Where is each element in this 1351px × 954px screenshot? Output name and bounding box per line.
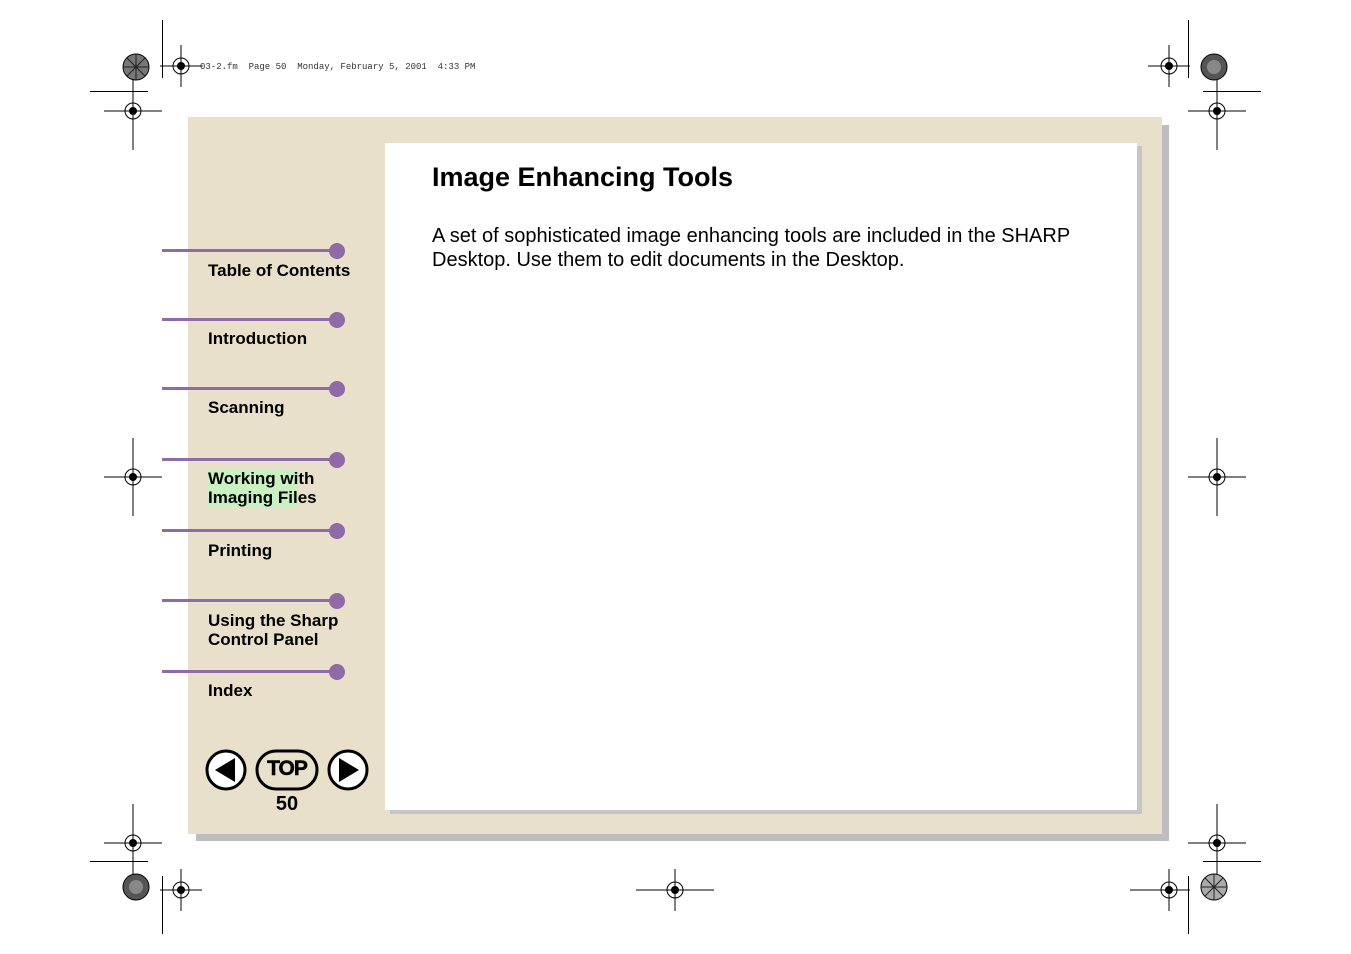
page-number: 50 — [275, 793, 299, 815]
nav-dot-icon — [329, 243, 345, 259]
nav-line — [162, 458, 338, 461]
sidebar-item-working-with-imaging-files[interactable] — [162, 452, 362, 512]
registration-mark-icon — [104, 72, 162, 150]
calibration-circle-icon — [122, 873, 150, 901]
registration-mark-icon — [1188, 438, 1246, 516]
nav-line — [162, 387, 338, 390]
registration-mark-icon — [1188, 804, 1246, 882]
sidebar-item-label: Using the Sharp Control Panel — [208, 611, 339, 649]
top-button-label: TOP — [267, 757, 307, 780]
sidebar-item-printing[interactable] — [162, 523, 362, 583]
registration-mark-icon — [104, 438, 162, 516]
nav-line — [162, 318, 338, 321]
next-page-button[interactable] — [327, 749, 369, 791]
nav-dot-icon — [329, 381, 345, 397]
nav-dot-icon — [329, 523, 345, 539]
top-button[interactable] — [255, 749, 319, 791]
calibration-circle-icon — [122, 53, 150, 81]
sidebar-item-label: Index — [208, 681, 253, 700]
sidebar-item-label: Table of Contents — [208, 261, 351, 280]
calibration-circle-icon — [1200, 53, 1228, 81]
registration-mark-icon — [1130, 869, 1190, 911]
registration-mark-icon — [1148, 45, 1190, 87]
nav-dot-icon — [329, 312, 345, 328]
previous-page-button[interactable] — [205, 749, 247, 791]
sidebar-item-label: Scanning — [208, 398, 285, 417]
nav-line — [162, 529, 338, 532]
page-title: Image Enhancing Tools — [432, 162, 734, 192]
nav-line — [162, 670, 338, 673]
registration-mark-icon — [636, 869, 714, 911]
sidebar-item-label: Working with Imaging Files — [208, 469, 317, 507]
sidebar-item-scanning[interactable] — [162, 381, 362, 441]
sidebar-item-using-the-sharp-control-panel[interactable] — [162, 593, 362, 653]
nav-line — [162, 249, 338, 252]
registration-mark-icon — [160, 869, 202, 911]
calibration-circle-icon — [1200, 873, 1228, 901]
nav-dot-icon — [329, 593, 345, 609]
nav-dot-icon — [329, 664, 345, 680]
sidebar-item-introduction[interactable] — [162, 312, 362, 372]
nav-line — [162, 599, 338, 602]
registration-mark-icon — [104, 804, 162, 882]
sidebar-item-label: Introduction — [208, 329, 308, 348]
body-paragraph: A set of sophisticated image enhancing tools are included in the SHARP Desktop. Use them to edit documents in the Desktop. — [432, 225, 1070, 271]
nav-dot-icon — [329, 452, 345, 468]
sidebar-item-label: Printing — [208, 541, 273, 560]
print-header: 03-2.fm Page 50 Monday, February 5, 2001 4:33 PM — [200, 62, 476, 72]
registration-mark-icon — [160, 45, 202, 87]
sidebar-item-index[interactable] — [162, 664, 362, 724]
sidebar-item-table-of-contents[interactable] — [162, 243, 362, 303]
registration-mark-icon — [1188, 72, 1246, 150]
